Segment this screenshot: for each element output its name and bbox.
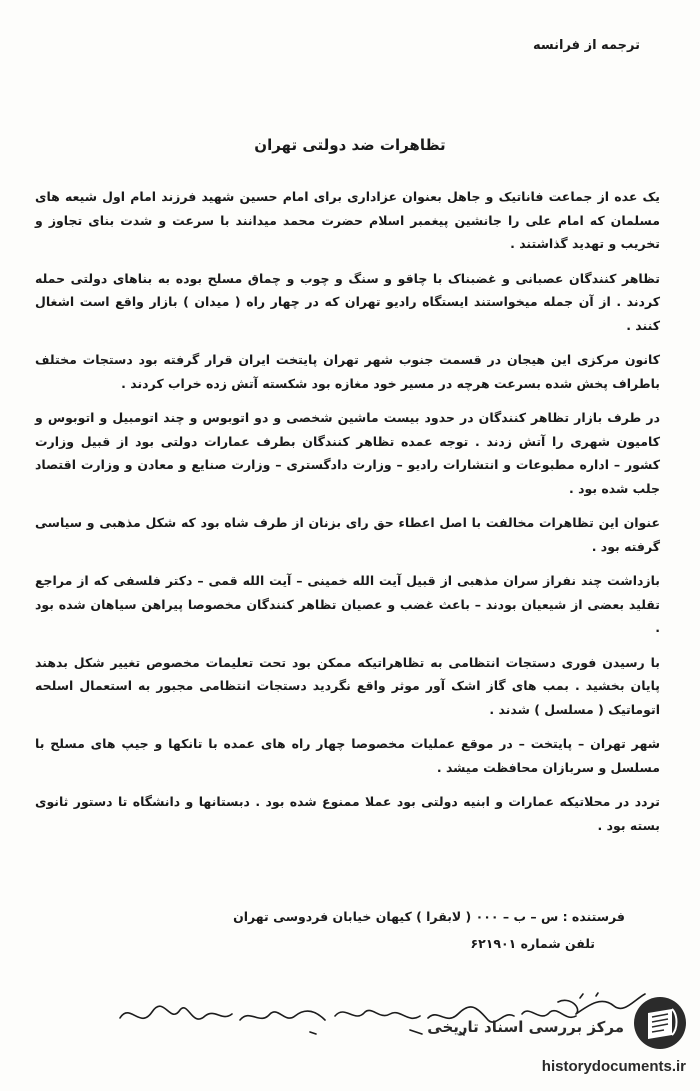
document-body — [35, 185, 660, 848]
paragraph: در طرف بازار تظاهر کنندگان در حدود بیست ماشین شخصی و دو اتوبوس و چند اتومبیل و اتوبوس و کامیون شهری را آتش زدند . توجه عمده تظاهر کنندگان بطرف عمارات دولتی بود از قبیل وزارت کشور – اداره مطبوعات و انتشارات رادیو – وزارت دادگستری – وزارت صنایع و معادن و وزارت اقتصاد جلب شده بود . — [35, 410, 660, 496]
archive-watermark-url: historydocuments.ir — [541, 1058, 686, 1075]
paragraph: عنوان این تظاهرات مخالفت با اصل اعطاء حق رای بزنان از طرف شاه بود که شکل مذهبی و سیاسی گرفته بود . — [35, 515, 660, 554]
paragraph: کانون مرکزی این هیجان در قسمت جنوب شهر تهران پایتخت ایران قرار گرفته بود دستجات مختلف باطراف پخش شده بسرعت هرچه در مسیر خود مغازه بود شکسته آتش زده خراب کردند . — [35, 352, 660, 391]
paragraph: بازداشت چند نفراز سران مذهبی از قبیل آیت الله خمینی – آیت الله قمی – دکتر فلسفی که از مراجع تقلید بعضی از شیعیان بودند – باعث غضب و عصیان تظاهر کنندگان مخصوصا پیراهن سیاهان شده بود . — [35, 573, 660, 635]
archive-watermark-title: مرکز بررسی اسناد تاریخی — [427, 1018, 624, 1036]
document-title: تظاهرات ضد دولتی تهران — [254, 136, 446, 154]
archive-logo-icon — [632, 995, 688, 1051]
sender-block — [65, 903, 625, 957]
paragraph: یک عده از جماعت فاناتیک و جاهل بعنوان عزاداری برای امام حسین شهید فرزند امام اول شیعه های مسلمان که امام علی را جانشین پیغمبر اسلام حضرت محمد میدانند با سرعت و شدت بنای تجاوز و تخریب و تهدید گذاشتند . — [35, 189, 660, 251]
paragraph: تردد در محلاتیکه عمارات و ابنیه دولتی بود عملا ممنوع شده بود . دبستانها و دانشگاه تا دستور ثانوی بسته بود . — [35, 794, 660, 833]
paragraph: شهر تهران – پایتخت – در موقع عملیات مخصوصا چهار راه های عمده با تانکها و جیپ های مسلح با مسلسل و سربازان محافظت میشد . — [35, 736, 660, 775]
sender-line: فرستنده : س – ب – ۰۰۰ ( لابقرا ) کیهان خیابان فردوسی تهران — [233, 909, 625, 924]
phone-line: تلفن شماره ۶۲۱۹۰۱ — [470, 936, 595, 951]
translation-note: ترجمه از فرانسه — [533, 38, 640, 53]
paragraph: تظاهر کنندگان عصبانی و غضبناک با چاقو و سنگ و چوب و چماق مسلح بوده به بناهای دولتی حمله کردند . از آن جمله میخواستند ایستگاه رادیو تهران که در چهار راه ( میدان ) بازار واقع است اشغال کنند . — [35, 270, 660, 333]
paragraph: با رسیدن فوری دستجات انتظامی به تظاهراتیکه ممکن بود تحت تعلیمات مخصوص تغییر شکل بدهند پایان بخشید . بمب های گاز اشک آور موثر واقع نگردید دستجات انتظامی مجبور به استعمال اسلحه اتوماتیک ( مسلسل ) شدند . — [35, 654, 660, 717]
